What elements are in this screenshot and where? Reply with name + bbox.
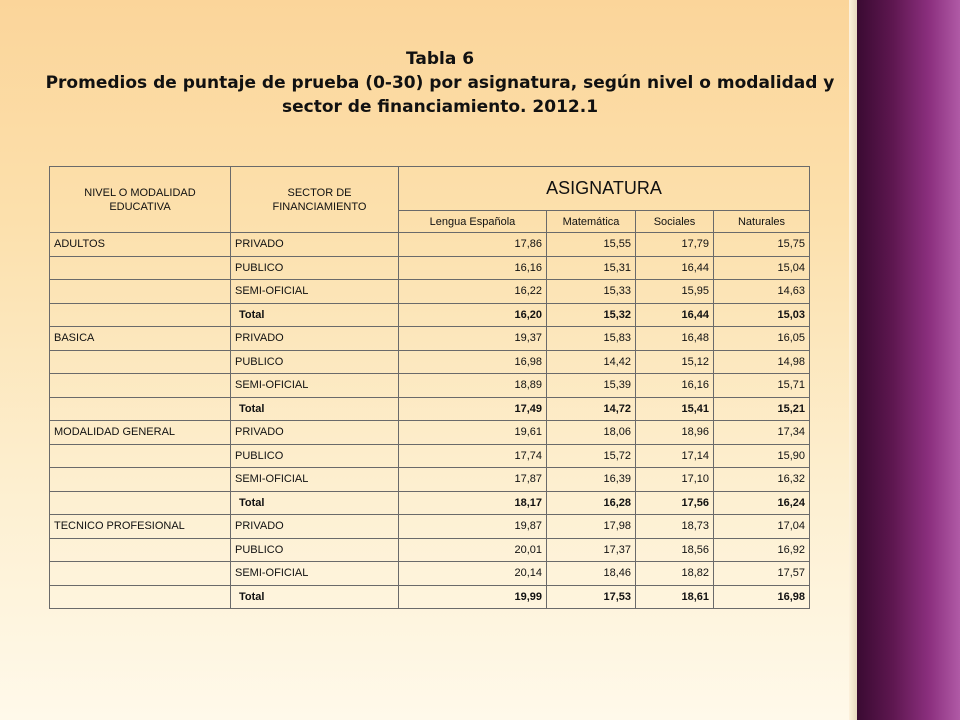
- header-subject: Naturales: [714, 211, 810, 233]
- cell-value: 14,63: [714, 280, 810, 304]
- cell-value: 16,44: [636, 303, 714, 327]
- cell-value: 15,21: [714, 397, 810, 421]
- cell-value: 15,71: [714, 374, 810, 398]
- cell-sector: SEMI-OFICIAL: [231, 280, 399, 304]
- cell-value: 17,79: [636, 233, 714, 257]
- cell-value: 17,34: [714, 421, 810, 445]
- cell-value: 15,03: [714, 303, 810, 327]
- cell-value: 15,33: [547, 280, 636, 304]
- cell-value: 16,20: [399, 303, 547, 327]
- side-panel-edge: [849, 0, 857, 720]
- cell-value: 17,14: [636, 444, 714, 468]
- cell-value: 16,16: [636, 374, 714, 398]
- cell-value: 16,05: [714, 327, 810, 351]
- cell-nivel: [50, 562, 231, 586]
- cell-value: 19,61: [399, 421, 547, 445]
- cell-value: 15,83: [547, 327, 636, 351]
- cell-value: 18,06: [547, 421, 636, 445]
- cell-value: 14,98: [714, 350, 810, 374]
- cell-sector: Total: [231, 303, 399, 327]
- table-subtitle: Promedios de puntaje de prueba (0-30) por asignatura, según nivel o modalidad y sector de financiamiento. 2012.1: [45, 73, 835, 117]
- cell-sector: PRIVADO: [231, 515, 399, 539]
- cell-nivel: [50, 256, 231, 280]
- cell-value: 20,14: [399, 562, 547, 586]
- cell-nivel: [50, 303, 231, 327]
- cell-value: 17,53: [547, 585, 636, 609]
- cell-value: 18,73: [636, 515, 714, 539]
- cell-nivel: [50, 280, 231, 304]
- table-row: [50, 515, 810, 539]
- cell-sector: Total: [231, 585, 399, 609]
- cell-sector: SEMI-OFICIAL: [231, 562, 399, 586]
- header-asignatura: ASIGNATURA: [399, 167, 810, 211]
- cell-sector: PRIVADO: [231, 421, 399, 445]
- cell-nivel: [50, 585, 231, 609]
- cell-value: 18,56: [636, 538, 714, 562]
- cell-sector: PUBLICO: [231, 256, 399, 280]
- cell-sector: PUBLICO: [231, 350, 399, 374]
- cell-value: 14,42: [547, 350, 636, 374]
- cell-value: 15,95: [636, 280, 714, 304]
- header-subject: Matemática: [547, 211, 636, 233]
- header-subject: Sociales: [636, 211, 714, 233]
- cell-value: 17,87: [399, 468, 547, 492]
- cell-value: 19,99: [399, 585, 547, 609]
- table-row: [50, 468, 810, 492]
- cell-sector: PUBLICO: [231, 444, 399, 468]
- header-nivel: NIVEL O MODALIDAD EDUCATIVA: [50, 167, 231, 233]
- cell-sector: PUBLICO: [231, 538, 399, 562]
- cell-value: 17,86: [399, 233, 547, 257]
- cell-value: 16,44: [636, 256, 714, 280]
- table-row: [50, 562, 810, 586]
- cell-value: 17,49: [399, 397, 547, 421]
- cell-sector: SEMI-OFICIAL: [231, 374, 399, 398]
- cell-value: 15,75: [714, 233, 810, 257]
- cell-value: 17,10: [636, 468, 714, 492]
- cell-value: 19,37: [399, 327, 547, 351]
- cell-sector: SEMI-OFICIAL: [231, 468, 399, 492]
- cell-value: 17,04: [714, 515, 810, 539]
- cell-value: 16,92: [714, 538, 810, 562]
- cell-value: 15,12: [636, 350, 714, 374]
- table-row: [50, 350, 810, 374]
- table-row: [50, 421, 810, 445]
- cell-value: 16,98: [714, 585, 810, 609]
- cell-value: 16,22: [399, 280, 547, 304]
- table-title: Tabla 6: [405, 49, 475, 69]
- cell-nivel: [50, 374, 231, 398]
- cell-value: 18,82: [636, 562, 714, 586]
- header-sector: SECTOR DE FINANCIAMIENTO: [231, 167, 399, 233]
- cell-value: 18,17: [399, 491, 547, 515]
- scores-table: [49, 166, 810, 609]
- cell-value: 16,39: [547, 468, 636, 492]
- cell-nivel: [50, 491, 231, 515]
- cell-value: 15,55: [547, 233, 636, 257]
- table-row: [50, 397, 810, 421]
- cell-value: 15,72: [547, 444, 636, 468]
- cell-value: 16,98: [399, 350, 547, 374]
- cell-nivel: ADULTOS: [50, 233, 231, 257]
- cell-value: 16,48: [636, 327, 714, 351]
- cell-value: 18,96: [636, 421, 714, 445]
- cell-value: 20,01: [399, 538, 547, 562]
- cell-nivel: [50, 350, 231, 374]
- cell-value: 15,39: [547, 374, 636, 398]
- cell-value: 17,56: [636, 491, 714, 515]
- table-row: [50, 444, 810, 468]
- cell-value: 16,24: [714, 491, 810, 515]
- cell-value: 14,72: [547, 397, 636, 421]
- cell-value: 16,28: [547, 491, 636, 515]
- cell-sector: PRIVADO: [231, 233, 399, 257]
- table-row: [50, 327, 810, 351]
- table-body: [50, 233, 810, 609]
- table-row: [50, 538, 810, 562]
- table-row: [50, 585, 810, 609]
- cell-value: 19,87: [399, 515, 547, 539]
- table-row: [50, 256, 810, 280]
- cell-sector: Total: [231, 397, 399, 421]
- cell-value: 18,89: [399, 374, 547, 398]
- cell-value: 16,32: [714, 468, 810, 492]
- cell-nivel: BASICA: [50, 327, 231, 351]
- cell-value: 17,98: [547, 515, 636, 539]
- table-row: [50, 374, 810, 398]
- cell-value: 15,90: [714, 444, 810, 468]
- cell-value: 15,31: [547, 256, 636, 280]
- title-block: [40, 47, 840, 119]
- cell-value: 15,41: [636, 397, 714, 421]
- cell-value: 16,16: [399, 256, 547, 280]
- cell-value: 18,46: [547, 562, 636, 586]
- cell-value: 17,74: [399, 444, 547, 468]
- cell-nivel: [50, 468, 231, 492]
- cell-value: 18,61: [636, 585, 714, 609]
- table-row: [50, 280, 810, 304]
- table-row: [50, 303, 810, 327]
- cell-nivel: [50, 444, 231, 468]
- table-row: [50, 233, 810, 257]
- cell-sector: PRIVADO: [231, 327, 399, 351]
- cell-sector: Total: [231, 491, 399, 515]
- cell-nivel: [50, 397, 231, 421]
- cell-value: 15,04: [714, 256, 810, 280]
- decorative-side-panel: [857, 0, 960, 720]
- cell-value: 15,32: [547, 303, 636, 327]
- cell-nivel: [50, 538, 231, 562]
- table-row: [50, 491, 810, 515]
- cell-value: 17,37: [547, 538, 636, 562]
- cell-value: 17,57: [714, 562, 810, 586]
- cell-nivel: MODALIDAD GENERAL: [50, 421, 231, 445]
- header-subject: Lengua Española: [399, 211, 547, 233]
- cell-nivel: TECNICO PROFESIONAL: [50, 515, 231, 539]
